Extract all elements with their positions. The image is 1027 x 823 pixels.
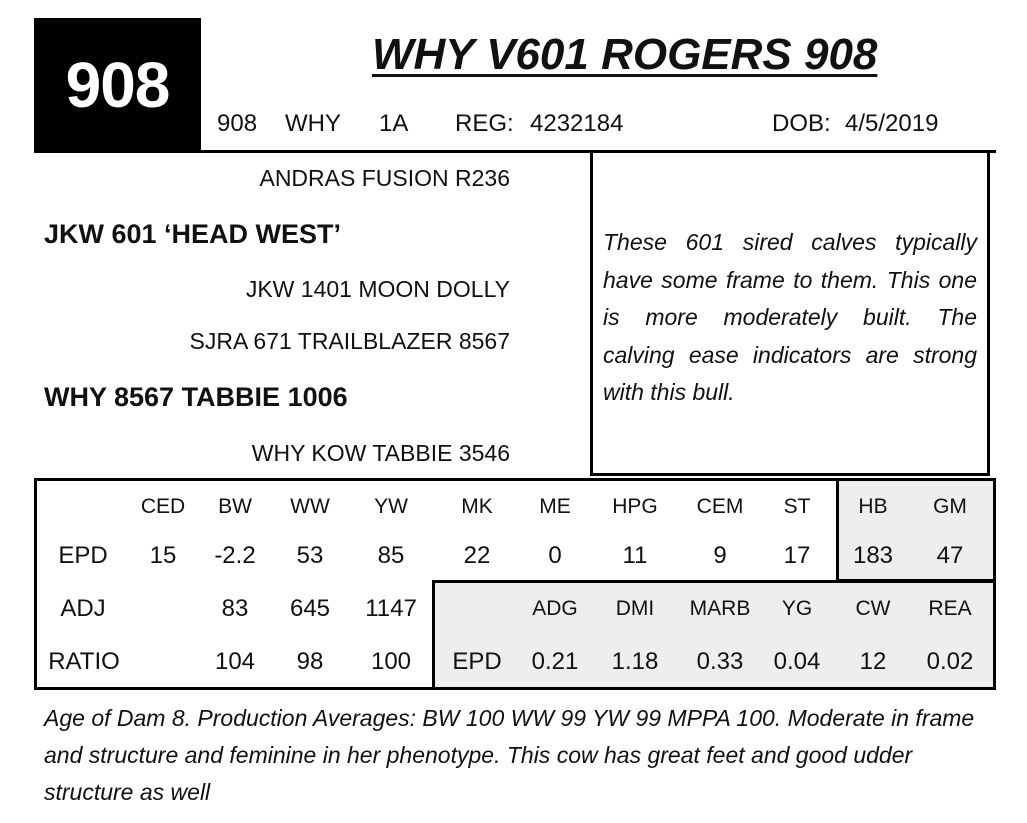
epd-value-hpg: 11 [622, 542, 648, 569]
ratio-value-bw: 104 [214, 648, 256, 675]
pedigree-sire-sire: ANDRAS FUSION R236 [259, 165, 510, 191]
adj-value-bw: 83 [221, 595, 249, 622]
ratio-row-label: RATIO [48, 648, 120, 675]
description-text: These 601 sired calves typically have some frame to them. This one is more moderately built. The calving ease indicators are strong with this bull. [603, 229, 977, 405]
epd-header-st: ST [783, 495, 811, 518]
epd-value-ww: 53 [296, 542, 324, 569]
reg-value: 4232184 [530, 110, 624, 137]
epd-value-mk: 22 [463, 542, 491, 569]
lot-number-badge: 908 [34, 18, 201, 152]
carcass-value-cw: 12 [859, 648, 887, 675]
carcass-header-rea: REA [928, 597, 972, 620]
carcass-value-adg: 0.21 [531, 648, 579, 675]
epd-value-me: 0 [548, 542, 562, 569]
epd-header-ww: WW [290, 495, 330, 518]
epd-value-st: 17 [783, 542, 811, 569]
epd-header-yw: YW [374, 495, 408, 518]
epd-value-hb: 183 [852, 542, 894, 569]
adj-value-ww: 645 [289, 595, 331, 622]
epd-header-hb: HB [858, 495, 888, 518]
epd-header-mk: MK [461, 495, 493, 518]
adj-value-yw: 1147 [365, 595, 417, 622]
carcass-header-cw: CW [855, 597, 891, 620]
animal-title: WHY V601 ROGERS 908 [372, 30, 878, 79]
epd-value-ced: 15 [149, 542, 177, 569]
adj-row-label: ADJ [60, 595, 106, 622]
tag-number: 908 [217, 110, 258, 137]
epd-value-cem: 9 [713, 542, 727, 569]
epd-row-label: EPD [58, 542, 108, 569]
pedigree-dam-sire: SJRA 671 TRAILBLAZER 8567 [189, 328, 510, 354]
epd-header-gm: GM [933, 495, 967, 518]
epd-header-bw: BW [218, 495, 252, 518]
dob-value: 4/5/2019 [845, 110, 939, 137]
epd-header-me: ME [539, 495, 571, 518]
dam-notes: Age of Dam 8. Production Averages: BW 100 WW 99 YW 99 MPPA 100. Moderate in frame and structure and feminine in her phenotype. This cow has great feet and good udder structure as well [44, 705, 975, 805]
epd-header-cem: CEM [696, 495, 744, 518]
epd-header-hpg: HPG [612, 495, 658, 518]
epd-value-yw: 85 [377, 542, 405, 569]
reg-label: REG: [455, 110, 514, 137]
pedigree-dam: WHY 8567 TABBIE 1006 [44, 382, 348, 412]
epd-value-gm: 47 [936, 542, 964, 569]
pedigree-dam-dam: WHY KOW TABBIE 3546 [251, 440, 510, 466]
carcass-header-dmi: DMI [615, 597, 655, 620]
epd-value-bw: -2.2 [214, 542, 256, 569]
carcass-row-label: EPD [452, 648, 502, 675]
pedigree-sire: JKW 601 ‘HEAD WEST’ [44, 219, 342, 249]
carcass-value-marb: 0.33 [696, 648, 744, 675]
epd-header-ced: CED [140, 495, 186, 518]
ratio-value-ww: 98 [296, 648, 324, 675]
herd-prefix: WHY [285, 110, 341, 137]
carcass-value-dmi: 1.18 [611, 648, 659, 675]
description-box [590, 150, 990, 476]
carcass-header-yg: YG [781, 597, 813, 620]
carcass-header-adg: ADG [532, 597, 578, 620]
carcass-value-rea: 0.02 [926, 648, 974, 675]
dob-label: DOB: [772, 110, 831, 137]
tattoo: 1A [379, 110, 409, 137]
carcass-value-yg: 0.04 [773, 648, 821, 675]
ratio-value-yw: 100 [370, 648, 412, 675]
pedigree-sire-dam: JKW 1401 MOON DOLLY [245, 276, 510, 302]
carcass-header-marb: MARB [689, 597, 751, 620]
